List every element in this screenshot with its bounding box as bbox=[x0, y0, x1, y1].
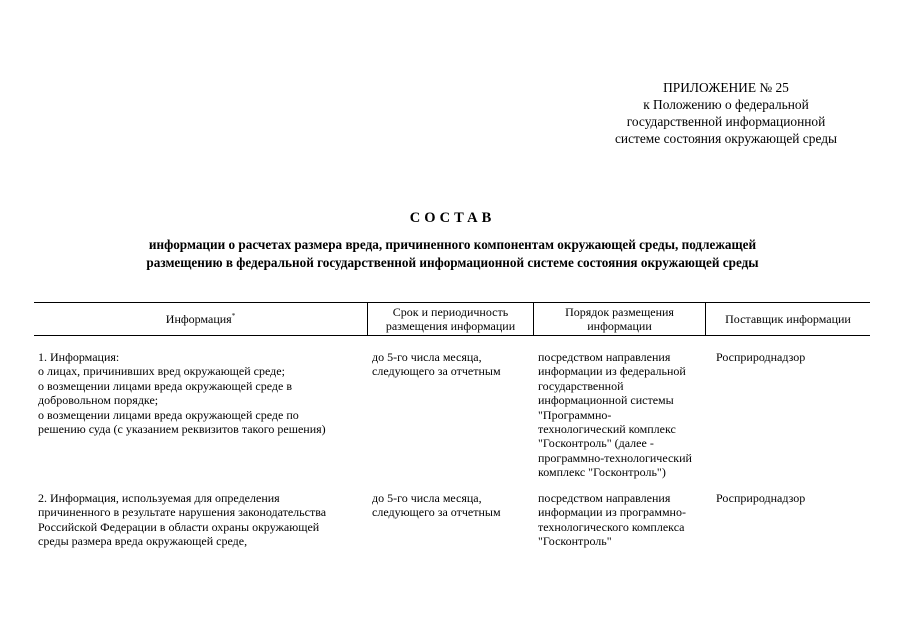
cell-line: государственной bbox=[538, 378, 624, 393]
appendix-line: государственной информационной bbox=[626, 114, 826, 129]
cell-info bbox=[38, 491, 363, 549]
header-period-line: размещения информации bbox=[385, 319, 516, 333]
cell-line: следующего за отчетным bbox=[372, 364, 501, 379]
cell-provider bbox=[716, 350, 866, 364]
cell-line: технологического комплекса bbox=[538, 519, 685, 534]
header-order-line: информации bbox=[587, 319, 652, 333]
cell-order bbox=[538, 491, 702, 549]
cell-line: посредством направления bbox=[538, 350, 671, 364]
cell-period bbox=[372, 491, 530, 520]
cell-line: решению суда (с указанием реквизитов такого решения) bbox=[38, 422, 326, 437]
subtitle-line: информации о расчетах размера вреда, причиненного компонентам окружающей среды, подлежащей bbox=[148, 237, 757, 252]
table-header bbox=[34, 302, 870, 336]
table-row bbox=[34, 350, 870, 485]
document-subtitle bbox=[60, 236, 845, 272]
document-title: СОСТАВ bbox=[409, 210, 496, 226]
cell-line: 2. Информация, используемая для определения bbox=[38, 491, 280, 505]
header-period bbox=[368, 303, 533, 335]
cell-period bbox=[372, 350, 530, 379]
cell-line: посредством направления bbox=[538, 491, 671, 505]
cell-line: до 5-го числа месяца, bbox=[372, 491, 482, 505]
cell-line: до 5-го числа месяца, bbox=[372, 350, 482, 364]
table-row bbox=[34, 491, 870, 561]
cell-line: информации из федеральной bbox=[538, 364, 686, 379]
header-order-line: Порядок размещения bbox=[565, 305, 674, 319]
cell-line: "Госконтроль" bbox=[538, 534, 612, 549]
header-provider bbox=[706, 303, 870, 335]
cell-line: 1. Информация: bbox=[38, 350, 120, 364]
cell-line: Росприроднадзор bbox=[716, 350, 806, 364]
cell-line: комплекс "Госконтроль") bbox=[538, 465, 666, 480]
cell-line: информационной системы bbox=[538, 393, 674, 408]
cell-info bbox=[38, 350, 363, 436]
subtitle-line: размещению в федеральной государственной информационной системе состояния окружающей среды bbox=[146, 255, 759, 270]
cell-line: Росприроднадзор bbox=[716, 491, 806, 505]
appendix-line: к Положению о федеральной bbox=[643, 97, 809, 112]
cell-line: Российской Федерации в области охраны окружающей bbox=[38, 519, 320, 534]
appendix-line: системе состояния окружающей среды bbox=[614, 131, 838, 146]
cell-line: о возмещении лицами вреда окружающей среде в bbox=[38, 378, 293, 393]
cell-line: программно-технологический bbox=[538, 450, 692, 465]
cell-line: "Госконтроль" (далее - bbox=[538, 436, 654, 451]
cell-line: следующего за отчетным bbox=[372, 505, 501, 520]
cell-line: "Программно- bbox=[538, 407, 612, 422]
appendix-header bbox=[590, 79, 862, 147]
info-table bbox=[34, 302, 870, 549]
header-provider-label: Поставщик информации bbox=[725, 312, 851, 326]
appendix-line: ПРИЛОЖЕНИЕ № 25 bbox=[663, 80, 789, 95]
cell-line: причиненного в результате нарушения законодательства bbox=[38, 505, 327, 520]
cell-line: технологический комплекс bbox=[538, 422, 676, 437]
cell-order bbox=[538, 350, 702, 480]
cell-line: информации из программно- bbox=[538, 505, 686, 520]
cell-line: добровольном порядке; bbox=[38, 393, 159, 408]
footnote-mark: * bbox=[231, 312, 236, 320]
header-info-label: Информация bbox=[165, 312, 232, 326]
header-period-line: Срок и периодичность bbox=[392, 305, 509, 319]
header-order bbox=[534, 303, 705, 335]
header-info bbox=[34, 303, 367, 335]
cell-line: о лицах, причинивших вред окружающей среде; bbox=[38, 364, 285, 379]
cell-provider bbox=[716, 491, 866, 505]
cell-line: среды размера вреда окружающей среде, bbox=[38, 534, 248, 549]
cell-line: о возмещении лицами вреда окружающей среде по bbox=[38, 407, 299, 422]
